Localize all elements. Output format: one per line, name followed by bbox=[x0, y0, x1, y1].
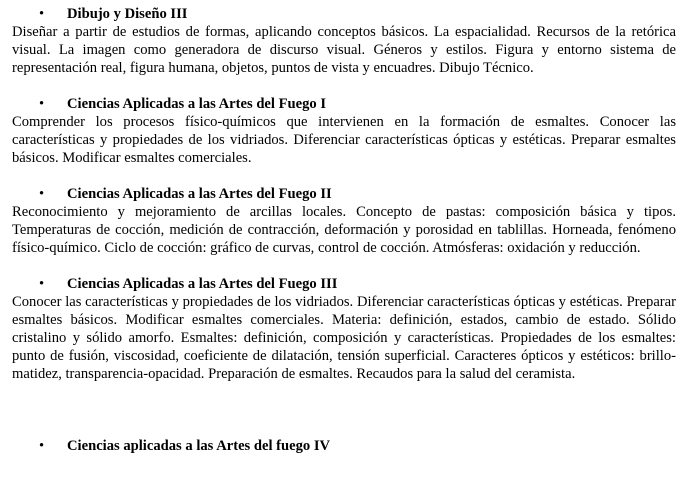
section-body: Comprender los procesos físico-químicos que intervienen en la formación de esmaltes. Conocer las características y propiedades de los vidriados. Diferenciar características ópticas y estéticas. Preparar esmaltes básicos. Modificar esmaltes comerciales. bbox=[12, 114, 676, 166]
section-ciencias-aplicadas-3 bbox=[12, 275, 676, 383]
section-title: Dibujo y Diseño III bbox=[67, 6, 188, 22]
section-body: Conocer las características y propiedades de los vidriados. Diferenciar características ópticas y estéticas. Preparar esmaltes básicos. Modificar esmaltes comerciales. Materia: definición, estados, cambio de estado. Sólido cristalino y sólido amorfo. Esmaltes: definición, composición y características. Propiedades de los esmaltes: punto de fusión, viscosidad, coeficiente de dilatación, tensión superficial. Caracteres ópticos y estéticos: brillo-matidez, transparencia-opacidad. Preparación de esmaltes. Recaudos para la salud del ceramista. bbox=[12, 294, 676, 382]
spacer bbox=[12, 77, 676, 95]
section-ciencias-aplicadas-1 bbox=[12, 95, 676, 167]
bullet-icon: • bbox=[39, 6, 45, 22]
bullet-icon: • bbox=[39, 96, 45, 112]
section-heading bbox=[12, 5, 676, 23]
section-title: Ciencias Aplicadas a las Artes del Fuego III bbox=[67, 276, 338, 292]
section-heading bbox=[12, 185, 676, 203]
bullet-icon: • bbox=[39, 438, 45, 454]
section-body: Reconocimiento y mejoramiento de arcillas locales. Concepto de pastas: composición básica y tipos. Temperaturas de cocción, medición de contracción, deformación y porosidad en tablillas. Horneada, fenómeno físico-químico. Ciclo de cocción: gráfico de curvas, control de cocción. Atmósferas: oxidación y reducción. bbox=[12, 204, 676, 256]
section-heading bbox=[12, 95, 676, 113]
section-ciencias-aplicadas-2 bbox=[12, 185, 676, 257]
section-title: Ciencias aplicadas a las Artes del fuego IV bbox=[67, 438, 331, 454]
section-heading bbox=[12, 275, 676, 293]
section-title: Ciencias Aplicadas a las Artes del Fuego I bbox=[67, 96, 327, 112]
spacer bbox=[12, 383, 676, 437]
section-dibujo-y-diseno-3 bbox=[12, 5, 676, 77]
section-title: Ciencias Aplicadas a las Artes del Fuego II bbox=[67, 186, 332, 202]
spacer bbox=[12, 167, 676, 185]
bullet-icon: • bbox=[39, 186, 45, 202]
bullet-icon: • bbox=[39, 276, 45, 292]
section-body: Diseñar a partir de estudios de formas, aplicando conceptos básicos. La espacialidad. Recursos de la retórica visual. La imagen como generadora de discurso visual. Géneros y estilos. Figura y entorno sistema de representación real, figura humana, objetos, puntos de vista y encuadres. Dibujo Técnico. bbox=[12, 24, 676, 76]
section-heading bbox=[12, 437, 676, 455]
section-ciencias-aplicadas-4 bbox=[12, 437, 676, 455]
spacer bbox=[12, 257, 676, 275]
